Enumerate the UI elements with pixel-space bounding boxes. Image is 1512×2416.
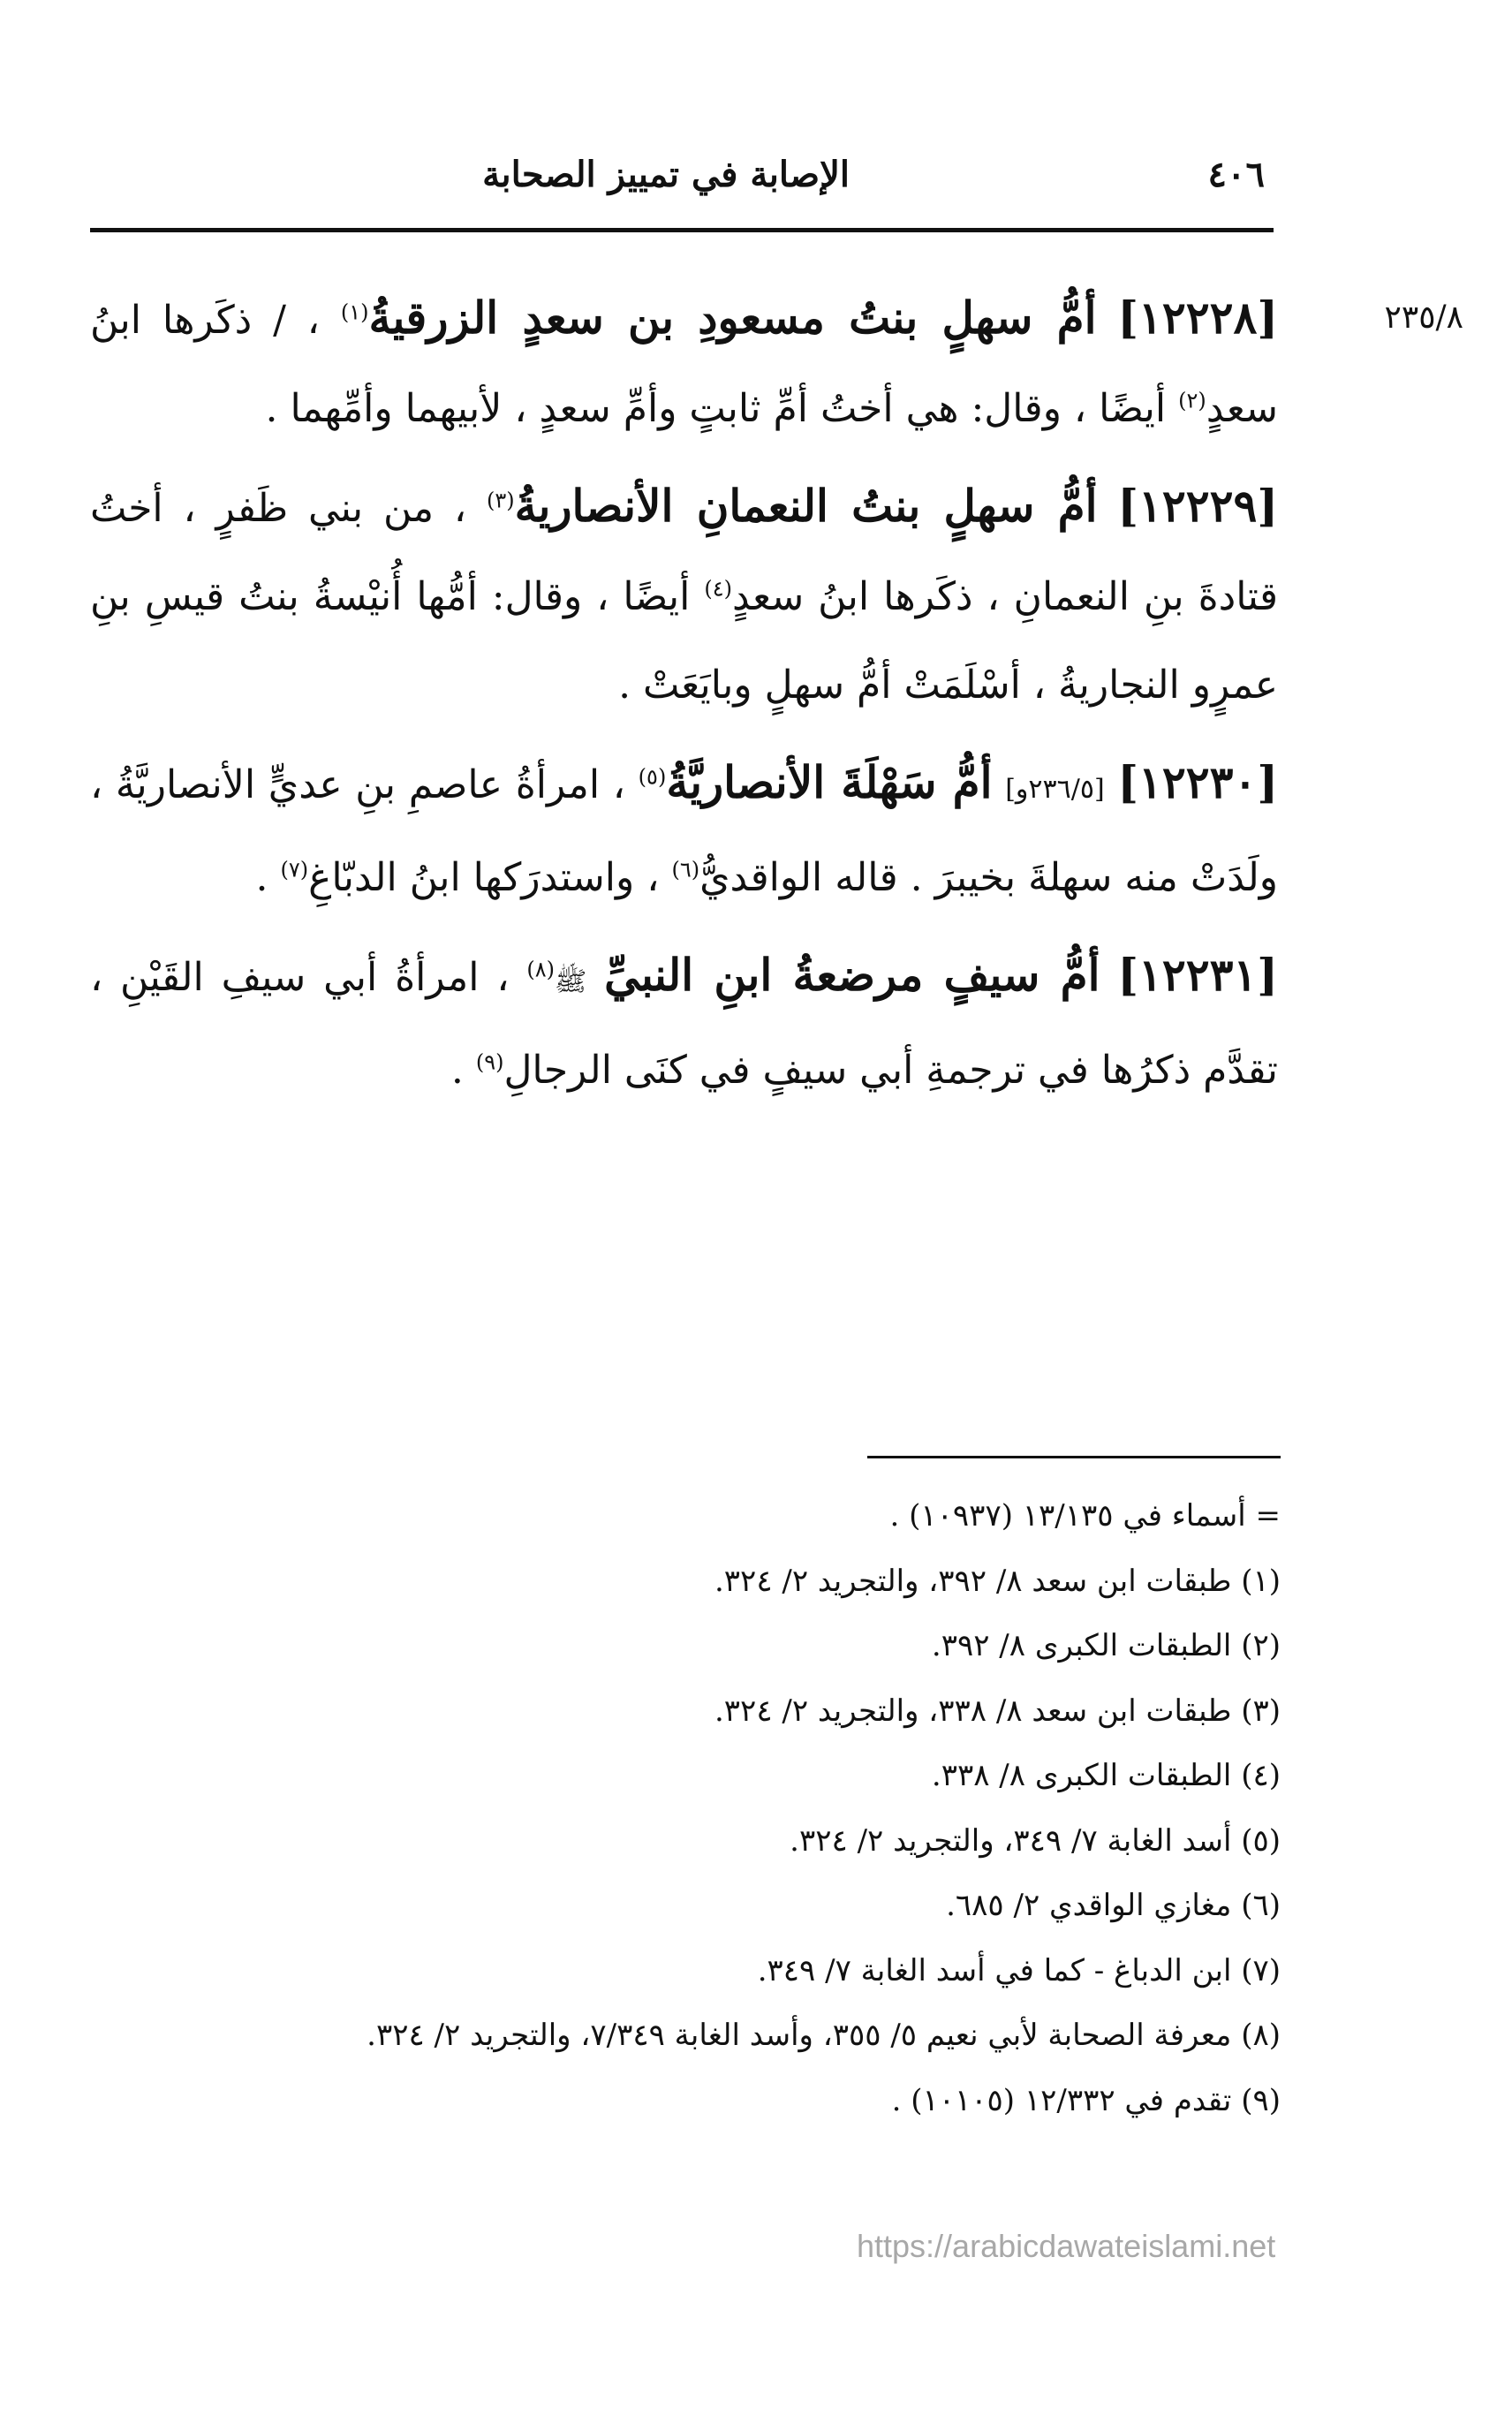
- page-number: ٤٠٦: [1207, 154, 1265, 195]
- footnote-2: (٢) الطبقات الكبرى ٨/ ٣٩٢.: [931, 1628, 1281, 1663]
- entry-text: ، امرأةُ عاصمِ بنِ عديٍّ الأنصاريَّةُ ، ولَدَتْ منه سهلةَ بخيبرَ . قاله الواقديُّ: [90, 762, 1278, 900]
- footnote-ref: (٣): [487, 488, 515, 513]
- entry-12229: [90, 462, 1278, 730]
- entry-name: أمُّ سهلٍ بنتُ النعمانِ الأنصاريةُ: [514, 480, 1098, 532]
- entry-text: .: [450, 1048, 464, 1093]
- entry-text: .: [255, 855, 268, 900]
- entry-number: [١٢٢٢٨]: [1117, 292, 1278, 344]
- entry-text: أيضًا ، وقال: أمُّها أُنيْسةُ بنتُ قيسِ بنِ عمرٍو النجاريةُ ، أسْلَمَتْ أمُّ سهلٍ وبايَعَتْ .: [90, 574, 1278, 708]
- footnote-ref: (٨): [526, 957, 556, 982]
- footnote-6: (٦) مغازي الواقدي ٢/ ٦٨٥.: [946, 1888, 1281, 1923]
- footnote-ref: (٢): [1178, 388, 1206, 413]
- page-header: [90, 148, 1274, 210]
- footnote-9: (٩) تقدم في ١٢/٣٣٢ (١٠١٠٥) .: [891, 2082, 1281, 2118]
- running-title: الإصابة في تمييز الصحابة: [482, 154, 850, 195]
- entry-number: [١٢٢٣١]: [1117, 949, 1278, 1001]
- footnote-continuation: = أسماء في ١٣/١٣٥ (١٠٩٣٧) .: [889, 1498, 1281, 1534]
- entry-number: [١٢٢٢٩]: [1117, 480, 1278, 532]
- entry-12228: [90, 274, 1463, 453]
- footnote-4: (٤) الطبقات الكبرى ٨/ ٣٣٨.: [931, 1758, 1281, 1793]
- margin-volume-note: ٢٣٥/٨: [1384, 299, 1463, 336]
- footnote-ref: (٦): [671, 857, 700, 882]
- footnote-ref: (٩): [475, 1049, 504, 1075]
- footnote-5: (٥) أسد الغابة ٧/ ٣٤٩، والتجريد ٢/ ٣٢٤.: [790, 1822, 1281, 1859]
- entry-name: أمُّ سيفٍ مرضعةُ ابنِ النبيِّ: [604, 949, 1100, 1001]
- watermark-url: https://arabicdawateislami.net: [857, 2228, 1276, 2264]
- entry-text: أيضًا ، وقال: هي أختُ أمِّ ثابتٍ وأمِّ سعدٍ ، لأبيهما وأمِّهما .: [265, 386, 1167, 431]
- entry-name: أمُّ سهلٍ بنتُ مسعودِ بن سعدٍ الزرقيةُ: [368, 292, 1097, 344]
- footnote-ref: (٤): [704, 576, 733, 602]
- footnote-3: (٣) طبقات ابن سعد ٨/ ٣٣٨، والتجريد ٢/ ٣٢٤.: [714, 1693, 1281, 1729]
- honorific-glyph: ﷺ: [555, 966, 587, 997]
- footnote-8: (٨) معرفة الصحابة لأبي نعيم ٥/ ٣٥٥، وأسد الغابة ٧/٣٤٩، والتجريد ٢/ ٣٢٤.: [367, 2018, 1281, 2053]
- footnote-ref: (١): [340, 299, 369, 325]
- footnotes: [212, 1484, 1281, 2133]
- footnote-ref: (٥): [638, 764, 667, 790]
- manuscript-page-marker: [٢٣٦/٥و]: [1005, 774, 1105, 805]
- entry-text: ، امرأةُ أبي سيفِ القَيْنِ ، تقدَّم ذكرُها في ترجمةِ أبي سيفٍ في كنَى الرجالِ: [90, 955, 1278, 1093]
- entry-12230: [90, 738, 1278, 922]
- footnote-rule: [867, 1456, 1281, 1458]
- main-text: [90, 274, 1463, 1124]
- footnote-7: (٧) ابن الدباغ - كما في أسد الغابة ٧/ ٣٤٩.: [757, 1952, 1281, 1988]
- footnote-ref: (٧): [280, 857, 309, 882]
- footnote-1: (١) طبقات ابن سعد ٨/ ٣٩٢، والتجريد ٢/ ٣٢٤.: [714, 1563, 1281, 1599]
- entry-text: ، واستدرَكها ابنُ الدبّاغِ: [308, 855, 660, 900]
- header-rule: [90, 228, 1274, 232]
- entry-name: أمُّ سَهْلَةَ الأنصاريَّةُ: [666, 756, 993, 808]
- entry-number: [١٢٢٣٠]: [1117, 756, 1278, 808]
- entry-text: ، / ذكَرها ابنُ سعدٍ: [90, 298, 1278, 431]
- entry-text: ، من بني ظَفرٍ ، أختُ قتادةَ بنِ النعمانِ ، ذكَرها ابنُ سعدٍ: [90, 486, 1278, 619]
- entry-12231: [90, 931, 1278, 1115]
